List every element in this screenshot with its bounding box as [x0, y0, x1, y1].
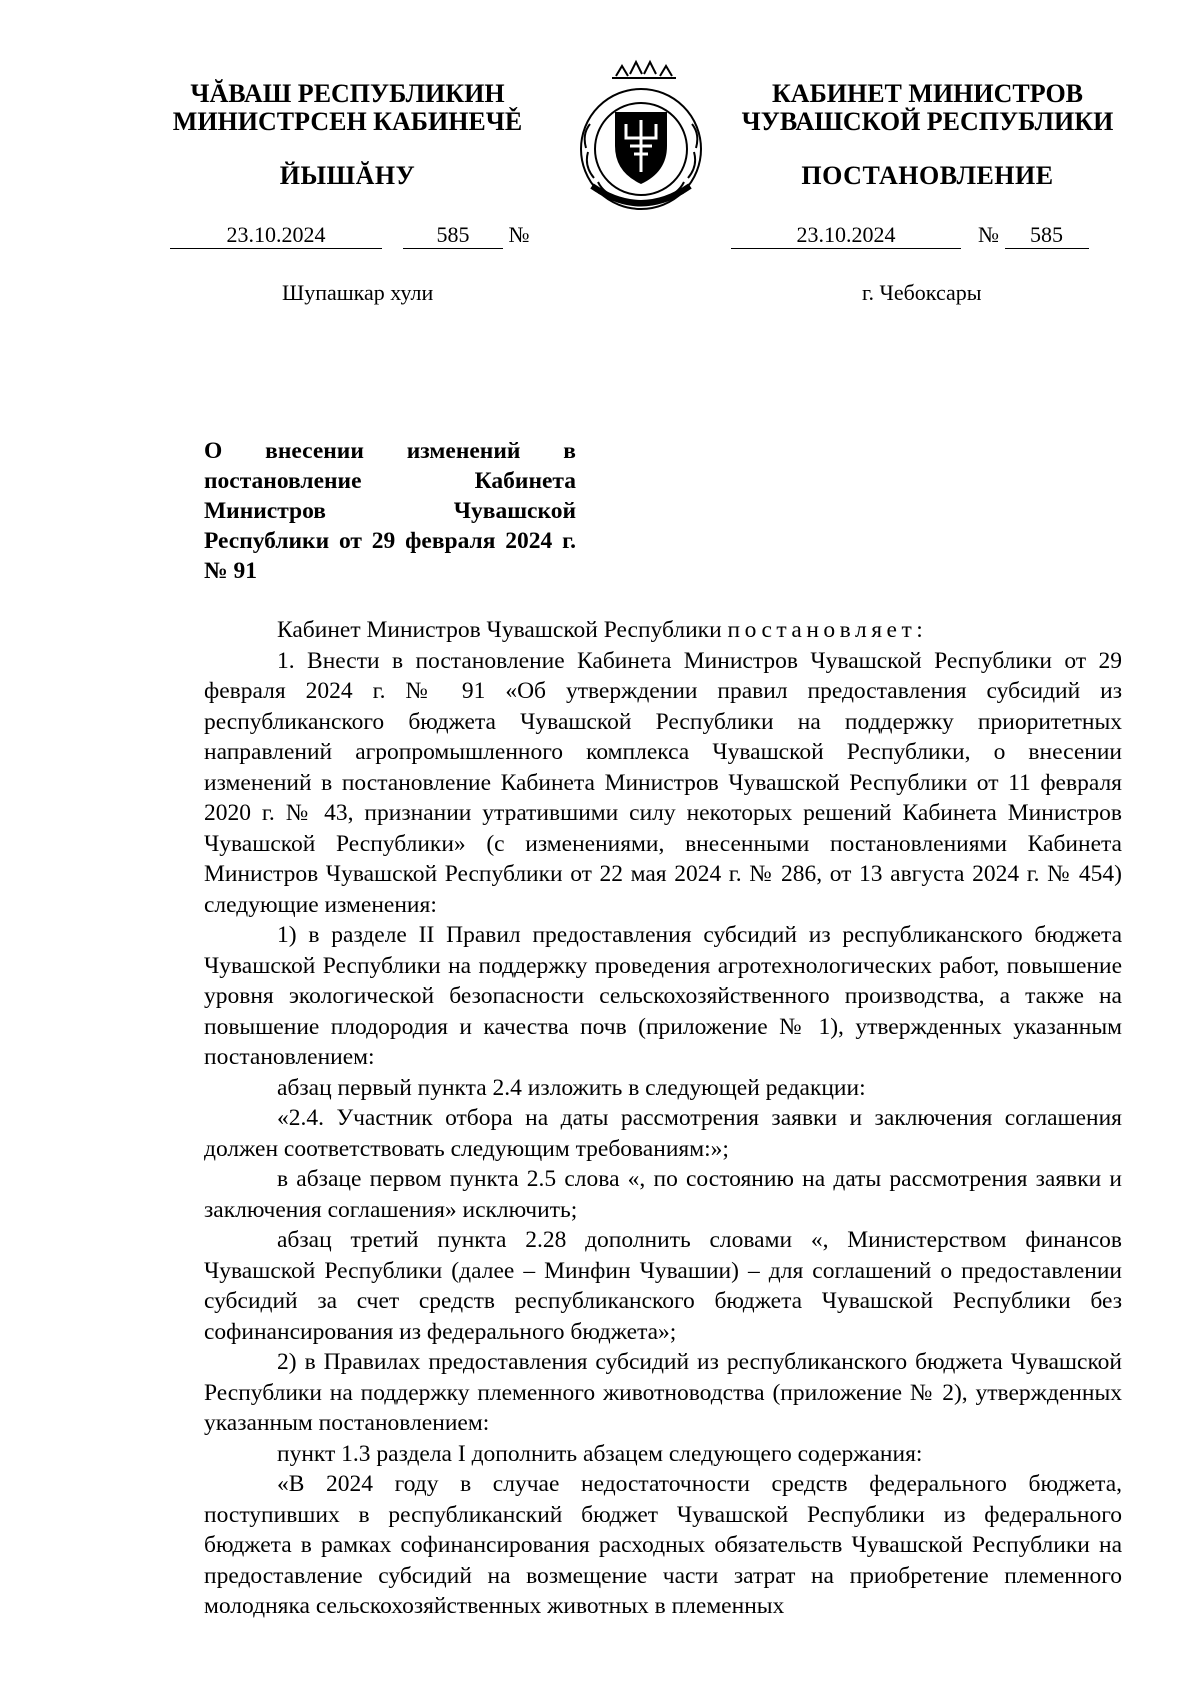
right-number-sign: №: [978, 222, 999, 247]
left-place: Шупашкар хули: [282, 280, 434, 305]
left-organization-name: [170, 80, 525, 136]
right-org-line1: КАБИНЕТ МИНИСТРОВ: [771, 79, 1084, 108]
left-date: 23.10.2024: [170, 222, 382, 249]
body-paragraph: 2) в Правилах предоставления субсидий из республиканского бюджета Чувашской Республики на поддержку племенного животноводства (приложение № 2), утвержденных указанным постановлением:: [204, 1349, 1122, 1436]
body-paragraph: пункт 1.3 раздела I дополнить абзацем следующего содержания:: [277, 1440, 923, 1467]
left-org-line2: МИНИСТРСЕН КАБИНЕЧĚ: [172, 107, 523, 136]
left-number-sign: №: [508, 222, 530, 247]
body-paragraph: абзац третий пункта 2.28 дополнить словами «, Министерством финансов Чувашской Республики (далее – Минфин Чувашии) – для соглашений о предоставлении субсидий за счет средств республиканского бюджета Чувашской Республики без софинансирования из федерального бюджета»;: [204, 1227, 1122, 1345]
left-number: 585: [403, 222, 503, 249]
left-document-type: ЙЫШĂНУ: [279, 161, 416, 190]
right-dateline: [731, 222, 1089, 249]
right-place: г. Чебоксары: [862, 280, 982, 305]
body-paragraph: абзац первый пункта 2.4 изложить в следующей редакции:: [277, 1074, 866, 1101]
body-paragraph: «В 2024 году в случае недостаточности средств федерального бюджета, поступивших в республиканский бюджет Чувашской Республики из федерального бюджета в рамках софинансирования расходных обязательств Чувашской Республики на предоставление субсидий на возмещение части затрат на приобретение племенного молодняка сельскохозяйственных животных в племенных: [204, 1471, 1122, 1619]
intro-suffix: :: [916, 617, 923, 643]
left-org-line1: ЧĂВАШ РЕСПУБЛИКИН: [190, 79, 505, 108]
intro-prefix: Кабинет Министров Чувашской Республики: [277, 617, 728, 643]
right-number: 585: [1005, 222, 1089, 249]
document-subject: О внесении изменений в постановление Кабинета Министров Чувашской Республики от 29 февраля 2024 г. № 91: [204, 438, 576, 584]
intro-verb: постановляет: [727, 617, 917, 643]
left-dateline: [170, 222, 530, 249]
right-organization-name: [730, 80, 1125, 136]
body-paragraph: 1. Внести в постановление Кабинета Министров Чувашской Республики от 29 февраля 2024 г. № 91 «Об утверждении правил предоставления субсидий из республиканского бюджета Чувашской Республики на поддержку приоритетных направлений агропромышленного комплекса Чувашской Республики, о внесении изменений в постановление Кабинета Министров Чувашской Республики от 11 февраля 2020 г. № 43, признании утратившими силу некоторых решений Кабинета Министров Чувашской Республики» (с изменениями, внесенными постановлениями Кабинета Министров Чувашской Республики от 22 мая 2024 г. № 286, от 13 августа 2024 г. № 454) следующие изменения:: [204, 647, 1122, 918]
right-document-type: ПОСТАНОВЛЕНИЕ: [801, 161, 1054, 190]
right-date: 23.10.2024: [731, 222, 961, 249]
body-paragraph: «2.4. Участник отбора на даты рассмотрения заявки и заключения соглашения должен соответствовать следующим требованиям:»;: [204, 1105, 1122, 1162]
intro-line: [204, 615, 1122, 646]
coat-of-arms-icon: [568, 54, 714, 224]
document-body: [204, 615, 1122, 1622]
right-org-line2: ЧУВАШСКОЙ РЕСПУБЛИКИ: [741, 107, 1114, 136]
body-paragraph: в абзаце первом пункта 2.5 слова «, по состоянию на даты рассмотрения заявки и заключения соглашения» исключить;: [204, 1166, 1122, 1223]
body-paragraph: 1) в разделе II Правил предоставления субсидий из республиканского бюджета Чувашской Республики на поддержку проведения агротехнологических работ, повышение уровня экологической безопасности сельскохозяйственного производства, а также на повышение плодородия и качества почв (приложение № 1), утвержденных указанным постановлением:: [204, 922, 1122, 1070]
